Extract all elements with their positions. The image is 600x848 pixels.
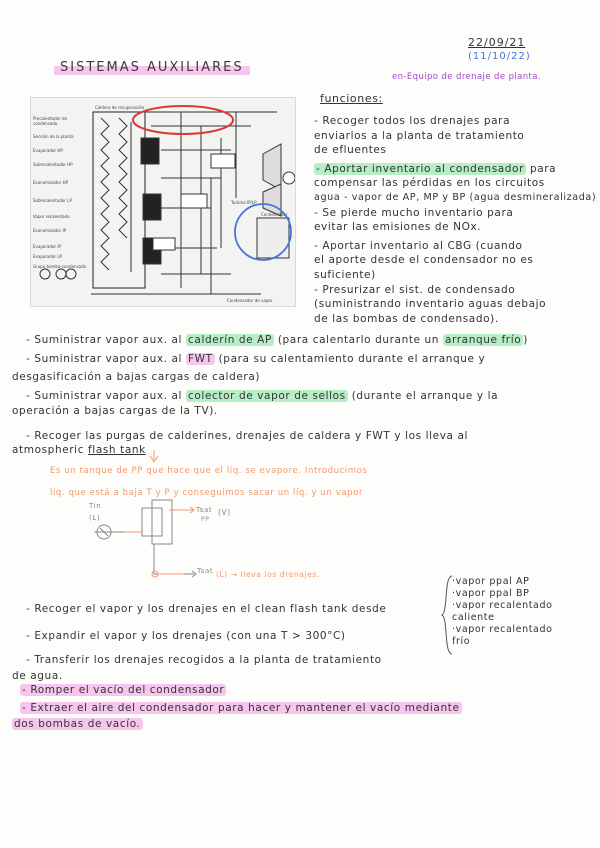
line-14: dos bombas de vacío.	[14, 718, 141, 730]
l-out-label: (L) → lleva los drenajes.	[216, 570, 320, 579]
diagram-label-2: Sección de la planta	[33, 134, 74, 139]
v-label: (V)	[218, 508, 231, 517]
t-in-label: Tin	[89, 502, 102, 510]
line-supply-fwt	[26, 353, 485, 365]
line-2c: (para su calentamiento durante el arranque y	[214, 353, 486, 365]
funciones-list	[314, 114, 596, 326]
line-1a: - Suministrar vapor aux. al	[26, 334, 187, 346]
line-12: - Romper el vacío del condensador	[22, 684, 225, 696]
line-1b: calderín de AP	[188, 334, 272, 346]
func-line-11: suficiente)	[314, 268, 376, 281]
side-item-2: ·vapor ppal BP	[452, 588, 530, 599]
line-10: - Transferir los drenajes recogidos a la planta de tratamiento	[26, 654, 382, 666]
func-line-5: compensar las pérdidas en los circuitos	[314, 177, 545, 190]
l-in-label: (L)	[89, 514, 101, 522]
plant-schematic	[30, 97, 296, 307]
line-7b: flash tank	[88, 444, 146, 456]
line-2a: - Suministrar vapor aux. al	[26, 353, 187, 365]
line-1c: (para calentarlo durante un	[273, 334, 443, 346]
t-sat-l-label: Tsat	[197, 567, 214, 575]
equipment-note: en-Equipo de drenaje de planta.	[392, 72, 541, 82]
func-line-6: agua - vapor de AP, MP y BP (agua desmineralizada)	[314, 191, 597, 203]
line-6: - Recoger las purgas de calderines, drenajes de caldera y FWT y los lleva al	[26, 430, 469, 442]
diagram-label-6: Sobrecalentador LP	[33, 198, 72, 203]
func-line-10: el aporte desde el condensador no es	[314, 254, 534, 267]
diagram-label-condenser: Condensador	[261, 212, 288, 217]
line-8: - Recoger el vapor y los drenajes en el clean flash tank desde	[26, 603, 387, 615]
line-13-wrap	[20, 702, 462, 714]
func-line-14: de las bombas de condensado).	[314, 312, 499, 325]
side-item-1: ·vapor ppal AP	[452, 576, 530, 587]
line-3: desgasificación a bajas cargas de caldera)	[12, 371, 261, 383]
diagram-label-3: Evaporador HP	[33, 148, 63, 153]
diagram-label-9: Evaporador IP	[33, 244, 61, 249]
side-item-5: ·vapor recalentado	[452, 624, 553, 635]
t-sat-v-label: Tsat	[196, 506, 213, 514]
line-supply-seal	[26, 390, 498, 402]
date-revision: (11/10/22)	[468, 51, 531, 62]
line-7a: atmospheric	[12, 444, 88, 456]
line-4a: - Suministrar vapor aux. al	[26, 390, 187, 402]
diagram-label-1: Precalentador de	[33, 116, 68, 121]
line-14-wrap	[12, 718, 143, 730]
diagram-label-bottom: Condensador de vapor	[227, 298, 273, 303]
diagram-label-11: Grupo bomba-condensado	[33, 264, 87, 269]
diagram-label-5: Economizador HP	[33, 180, 69, 185]
line-1e: )	[523, 334, 528, 346]
func-line-3: de efluentes	[314, 144, 387, 157]
side-item-6: frío	[452, 636, 471, 647]
func-line-1: - Recoger todos los drenajes para	[314, 115, 511, 127]
pp-label: PP	[201, 516, 210, 523]
func-line-8: evitar las emisiones de NOx.	[314, 221, 482, 234]
funciones-heading: funciones:	[320, 92, 383, 105]
func-line-12: - Presurizar el sist. de condensado	[314, 283, 516, 296]
line-supply-hp-drum	[26, 334, 528, 346]
func-line-9: - Aportar inventario al CBG (cuando	[314, 239, 523, 252]
flash-tank-note-1: Es un tanque de PP que hace que el líq. se evapore. Introducimos	[50, 466, 368, 476]
flash-tank-note-2: líq. que está a baja T y P y conseguimos sacar un líq. y un vapor	[50, 488, 364, 498]
func-line-4b: para	[526, 162, 557, 175]
steam-sources-list	[452, 576, 553, 648]
line-5: operación a bajas cargas de la TV).	[12, 405, 218, 417]
diagram-label-10: Evaporador LP	[33, 254, 62, 259]
date: 22/09/21	[468, 36, 526, 49]
line-2b: FWT	[188, 353, 213, 365]
diagram-label-1b: condensado	[33, 121, 58, 126]
diagram-label-8: Economizador IP	[33, 228, 67, 233]
diagram-label-4: Sobrecalentador HP	[33, 162, 73, 167]
line-1d: arranque frío	[445, 334, 522, 346]
line-12-wrap	[20, 684, 226, 696]
func-line-4-wrap	[314, 162, 596, 177]
line-4c: (durante el arranque y la	[347, 390, 499, 402]
func-line-2: enviarlos a la planta de tratamiento	[314, 129, 525, 142]
diagram-label-7: Vapor recalentado	[33, 214, 70, 219]
line-13: - Extraer el aire del condensador para hacer y mantener el vacío mediante	[22, 702, 460, 714]
func-line-7: - Se pierde mucho inventario para	[314, 206, 514, 219]
tank-highlight-ellipse	[133, 106, 233, 134]
func-line-4: - Aportar inventario al condensador	[316, 162, 525, 175]
func-line-13: (suministrando inventario aguas debajo	[314, 298, 547, 311]
schematic-drawing	[31, 98, 295, 306]
side-item-4: caliente	[452, 612, 495, 623]
diagram-label-turbine: Turbina IP/LP	[231, 200, 257, 205]
line-9: - Expandir el vapor y los drenajes (con una T > 300°C)	[26, 630, 346, 642]
line-11: de agua.	[12, 670, 63, 682]
page-title: SISTEMAS AUXILIARES	[54, 60, 250, 75]
line-4b: colector de vapor de sellos	[188, 390, 346, 402]
side-item-3: ·vapor recalentado	[452, 600, 553, 611]
diagram-label-top: Caldera de recuperación	[95, 105, 145, 110]
